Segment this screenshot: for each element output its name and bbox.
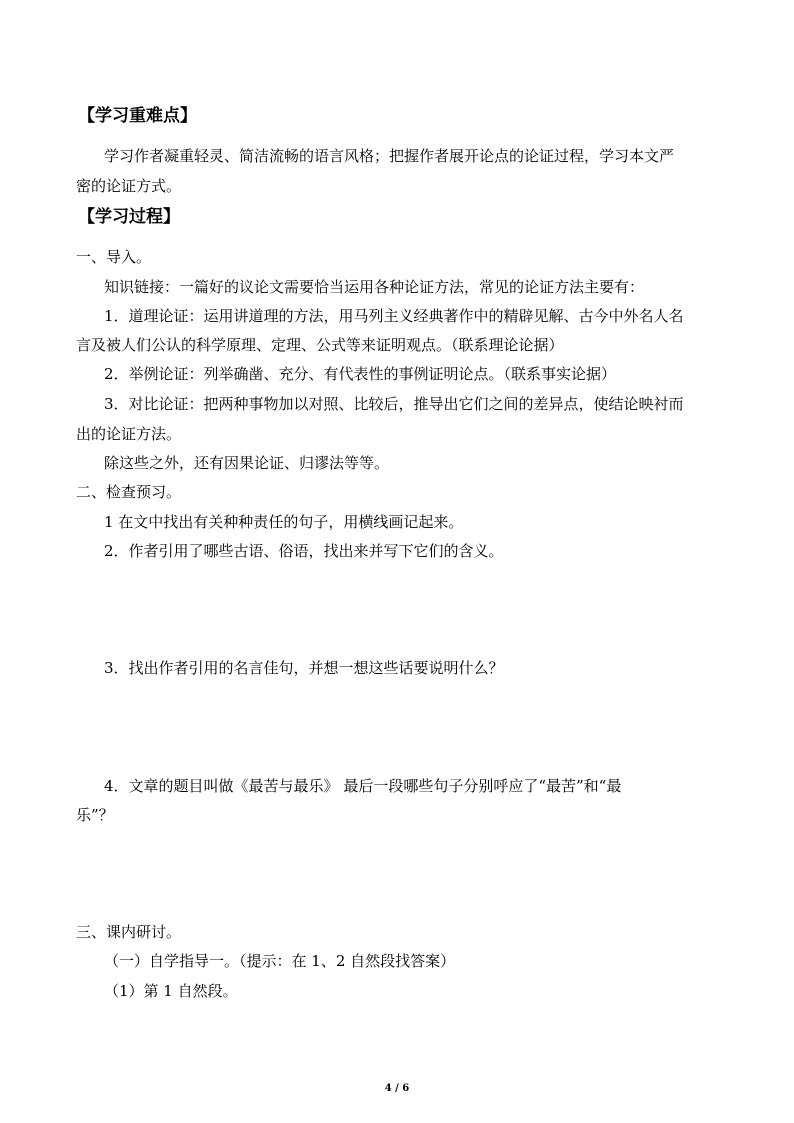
section3-paragraph1: （1）第 1 自然段。: [104, 982, 238, 1000]
section1-title: 一、导入。: [76, 248, 152, 266]
section1-outro: 除这些之外，还有因果论证、归谬法等等。: [104, 454, 390, 472]
section2-question4-line1: 4．文章的题目叫做《最苦与最乐》 最后一段哪些句子分别呼应了“最苦”和“最: [104, 777, 622, 795]
section1-item1-line1: 1．道理论证：运用讲道理的方法，用马列主义经典著作中的精辟见解、古今中外名人名: [104, 307, 684, 325]
section3-guide1: （一）自学指导一。（提示：在 1、2 自然段找答案）: [104, 952, 456, 970]
page-number: 4 / 6: [384, 1083, 410, 1094]
heading-process: 【学习过程】: [78, 207, 180, 227]
section1-item3-line2: 出的论证方法。: [76, 425, 182, 443]
section1-item2: 2．举例论证：列举确凿、充分、有代表性的事例证明论点。（联系事实论据）: [104, 365, 617, 383]
section1-item1-line2: 言及被人们公认的科学原理、定理、公式等来证明观点。（联系理论论据）: [76, 336, 564, 354]
section2-question4-line2: 乐”？: [76, 806, 114, 824]
keypoints-text-line1: 学习作者凝重轻灵、简洁流畅的语言风格；把握作者展开论点的论证过程，学习本文严: [104, 147, 675, 165]
section2-question3: 3．找出作者引用的名言佳句，并想一想这些话要说明什么？: [104, 659, 504, 677]
keypoints-text-line2: 密的论证方式。: [76, 177, 182, 195]
section1-intro: 知识链接：一篇好的议论文需要恰当运用各种论证方法，常见的论证方法主要有：: [104, 278, 645, 296]
section1-item3-line1: 3．对比论证：把两种事物加以对照、比较后，推导出它们之间的差异点，使结论映衬而: [104, 395, 684, 413]
section2-title: 二、检查预习。: [76, 483, 182, 501]
section2-question1: 1 在文中找出有关种种责任的句子，用横线画记起来。: [104, 513, 464, 531]
heading-keypoints: 【学习重难点】: [78, 106, 197, 126]
section2-question2: 2．作者引用了哪些古语、俗语，找出来并写下它们的含义。: [104, 542, 504, 560]
section3-title: 三、课内研讨。: [76, 923, 182, 941]
